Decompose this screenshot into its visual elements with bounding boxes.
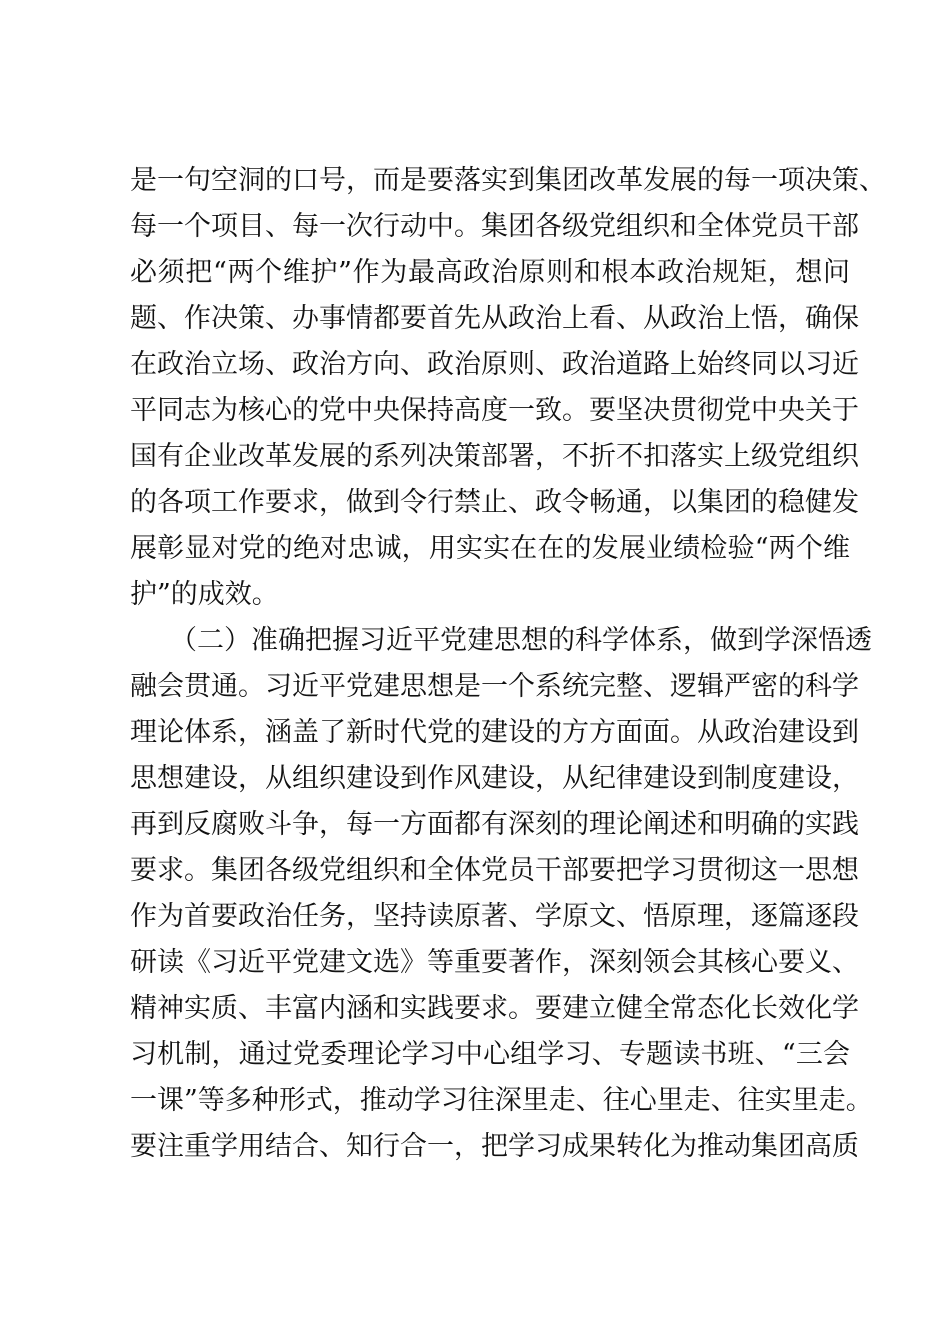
text-line: 平同志为核心的党中央保持高度一致。要坚决贯彻党中央关于 [130, 395, 859, 426]
text-line: 要注重学用结合、知行合一，把学习成果转化为推动集团高质 [130, 1131, 859, 1162]
text-line: 理论体系，涵盖了新时代党的建设的方方面面。从政治建设到 [130, 717, 859, 748]
text-line: 展彰显对党的绝对忠诚，用实实在在的发展业绩检验“两个维 [130, 533, 850, 564]
text-line: 护”的成效。 [130, 579, 279, 610]
text-line: 习机制，通过党委理论学习中心组学习、专题读书班、“三会 [130, 1039, 850, 1070]
section-heading-line: （二）准确把握习近平党建思想的科学体系，做到学深悟透 [170, 625, 872, 656]
text-line: 再到反腐败斗争，每一方面都有深刻的理论阐述和明确的实践 [130, 809, 859, 840]
text-line: 研读《习近平党建文选》等重要著作，深刻领会其核心要义、 [130, 947, 859, 978]
text-line: 精神实质、丰富内涵和实践要求。要建立健全常态化长效化学 [130, 993, 859, 1024]
text-line: 要求。集团各级党组织和全体党员干部要把学习贯彻这一思想 [130, 855, 859, 886]
text-line: 融会贯通。习近平党建思想是一个系统完整、逻辑严密的科学 [130, 671, 859, 702]
text-line: 思想建设，从组织建设到作风建设，从纪律建设到制度建设， [130, 763, 859, 794]
text-line: 题、作决策、办事情都要首先从政治上看、从政治上悟，确保 [130, 303, 859, 334]
text-line: 一课”等多种形式，推动学习往深里走、往心里走、往实里走。 [130, 1085, 873, 1116]
text-line: 必须把“两个维护”作为最高政治原则和根本政治规矩，想问 [130, 257, 850, 288]
text-line: 在政治立场、政治方向、政治原则、政治道路上始终同以习近 [130, 349, 859, 380]
text-line: 国有企业改革发展的系列决策部署，不折不扣落实上级党组织 [130, 441, 859, 472]
body-text [130, 158, 886, 1170]
text-line: 每一个项目、每一次行动中。集团各级党组织和全体党员干部 [130, 211, 859, 242]
text-line: 是一句空洞的口号，而是要落实到集团改革发展的每一项决策、 [130, 165, 886, 196]
text-line: 的各项工作要求，做到令行禁止、政令畅通，以集团的稳健发 [130, 487, 859, 518]
text-line: 作为首要政治任务，坚持读原著、学原文、悟原理，逐篇逐段 [130, 901, 859, 932]
